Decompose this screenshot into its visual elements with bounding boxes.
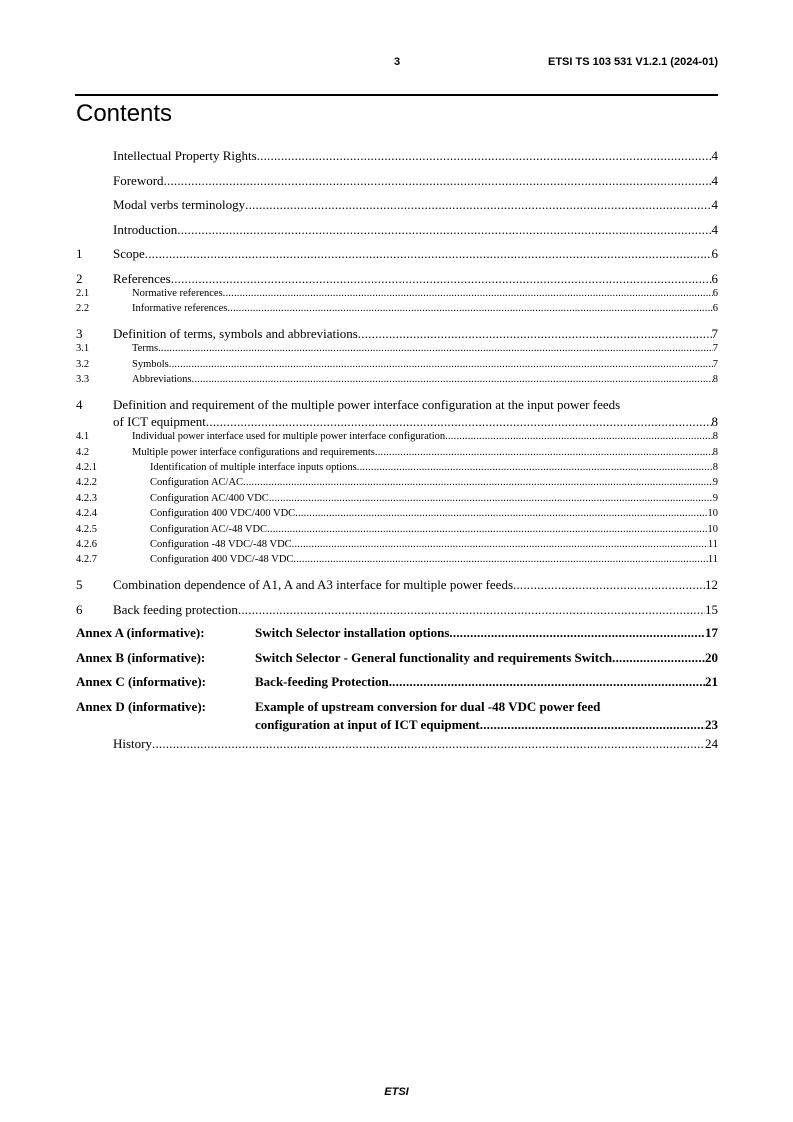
- toc-entry-page[interactable]: 11: [707, 539, 718, 551]
- dot-leader: [238, 602, 705, 617]
- toc-entry-number: 6: [76, 602, 83, 618]
- toc-entry[interactable]: [76, 650, 718, 667]
- toc-entry[interactable]: [76, 577, 718, 592]
- document-id: ETSI TS 103 531 V1.2.1 (2024-01): [548, 56, 718, 68]
- toc-entry-number: 4.2.3: [76, 492, 97, 504]
- toc-entry-number: 5: [76, 577, 83, 593]
- dot-leader: [292, 537, 708, 552]
- page-title: Contents: [76, 100, 173, 127]
- toc-entry[interactable]: [76, 506, 718, 521]
- dot-leader: [449, 625, 705, 642]
- toc-entry-number: 4.2: [76, 446, 90, 458]
- toc-entry-title[interactable]: Modal verbs terminology: [113, 197, 246, 213]
- dot-leader: [358, 326, 712, 341]
- dot-leader: [206, 414, 712, 429]
- toc-entry-number: 4.2.6: [76, 539, 97, 551]
- toc-entry-title[interactable]: Configuration AC/400 VDC: [150, 492, 269, 504]
- toc-entry-title[interactable]: Identification of multiple interface inputs options: [150, 462, 357, 473]
- toc-entry-page[interactable]: 6: [711, 246, 718, 262]
- dot-leader: [357, 460, 713, 475]
- toc-entry-page[interactable]: 8: [711, 414, 718, 430]
- toc-entry[interactable]: [76, 197, 718, 212]
- toc-entry-title[interactable]: Configuration 400 VDC/400 VDC: [150, 508, 296, 520]
- toc-entry[interactable]: [76, 491, 718, 506]
- toc-entry-number: 4.2.5: [76, 523, 97, 535]
- toc-entry-page[interactable]: 7: [712, 358, 718, 370]
- toc-entry[interactable]: [76, 717, 718, 734]
- toc-entry-number: 3.3: [76, 374, 90, 386]
- toc-entry-title[interactable]: Configuration AC/AC: [150, 477, 244, 489]
- toc-entry-number: 4.2.1: [76, 462, 97, 473]
- toc-entry-page[interactable]: 15: [705, 602, 718, 618]
- toc-entry[interactable]: [76, 271, 718, 286]
- toc-entry-page[interactable]: 23: [705, 717, 718, 733]
- toc-entry[interactable]: [76, 357, 718, 372]
- toc-entry[interactable]: [76, 625, 718, 642]
- dot-leader: [164, 173, 712, 188]
- toc-entry-number: Annex D (informative):: [76, 698, 206, 714]
- toc-entry-title[interactable]: Abbreviations: [132, 374, 192, 386]
- toc-entry-page[interactable]: 8: [712, 462, 718, 473]
- toc-entry-number: 2.1: [76, 287, 90, 299]
- toc-entry-page[interactable]: 4: [711, 221, 718, 237]
- toc-entry[interactable]: [76, 429, 718, 444]
- toc-entry-title[interactable]: Combination dependence of A1, A and A3 interface for multiple power feeds: [113, 577, 513, 593]
- toc-entry-title[interactable]: Normative references: [132, 287, 223, 299]
- toc-entry-title[interactable]: of ICT equipment: [113, 414, 206, 430]
- toc-entry-number: 4.2.4: [76, 508, 97, 520]
- dot-leader: [171, 271, 712, 286]
- toc-entry-page[interactable]: 9: [712, 477, 718, 489]
- dot-leader: [445, 429, 713, 444]
- toc-entry-number: Annex C (informative):: [76, 674, 206, 690]
- toc-entry-title[interactable]: Definition and requirement of the multiple power interface configuration at the input power feeds: [113, 397, 621, 413]
- toc-entry-title[interactable]: Scope: [113, 246, 145, 262]
- toc-entry-title[interactable]: Individual power interface used for multiple power interface configuration: [132, 431, 446, 443]
- toc-entry-number: 4.1: [76, 431, 90, 443]
- toc-entry[interactable]: [76, 222, 718, 237]
- toc-entry[interactable]: [76, 397, 718, 412]
- toc-entry[interactable]: [76, 173, 718, 188]
- toc-entry[interactable]: [76, 326, 718, 341]
- toc-entry[interactable]: [76, 522, 718, 537]
- toc-entry[interactable]: [76, 674, 718, 691]
- toc-entry-number: 2: [76, 270, 83, 286]
- toc-entry[interactable]: [76, 148, 718, 163]
- toc-entry-title[interactable]: configuration at input of ICT equipment: [255, 717, 480, 733]
- toc-entry[interactable]: [76, 301, 718, 316]
- toc-entry[interactable]: [76, 552, 718, 567]
- toc-entry[interactable]: [76, 341, 718, 356]
- toc-entry-page[interactable]: 8: [712, 446, 718, 458]
- toc-entry-number: 3.2: [76, 358, 90, 370]
- toc-entry-title[interactable]: Symbols: [132, 358, 169, 370]
- toc-entry-title[interactable]: Configuration -48 VDC/-48 VDC: [150, 539, 292, 551]
- dot-leader: [295, 506, 707, 521]
- toc-entry[interactable]: [76, 475, 718, 490]
- toc-entry-number: 3.1: [76, 343, 90, 355]
- toc-entry-title[interactable]: Multiple power interface configurations and requirements: [132, 446, 375, 458]
- toc-entry-page[interactable]: 8: [712, 374, 718, 386]
- dot-leader: [192, 372, 713, 387]
- dot-leader: [152, 736, 705, 751]
- dot-leader: [267, 522, 707, 537]
- toc-entry-page[interactable]: 24: [705, 735, 718, 751]
- table-of-contents: [76, 148, 718, 751]
- toc-entry-page[interactable]: 7: [712, 343, 718, 355]
- dot-leader: [245, 197, 711, 212]
- toc-entry[interactable]: [76, 445, 718, 460]
- toc-entry-title[interactable]: Back-feeding Protection: [255, 674, 389, 690]
- dot-leader: [389, 674, 705, 691]
- dot-leader: [169, 357, 713, 372]
- toc-entry-page[interactable]: 10: [707, 508, 718, 520]
- toc-entry[interactable]: [76, 286, 718, 301]
- toc-entry-title[interactable]: Switch Selector installation options: [255, 625, 450, 641]
- toc-entry-title[interactable]: Terms: [132, 343, 159, 355]
- toc-entry-number: 4.2.2: [76, 477, 97, 489]
- toc-entry-title[interactable]: Informative references: [132, 303, 228, 315]
- toc-entry-page[interactable]: 4: [711, 197, 718, 213]
- toc-entry-number: 4.2.7: [76, 554, 97, 566]
- toc-entry-title[interactable]: History: [113, 735, 152, 751]
- toc-entry-number: Annex B (informative):: [76, 649, 206, 665]
- toc-entry[interactable]: [76, 699, 718, 716]
- dot-leader: [257, 148, 712, 163]
- dot-leader: [612, 650, 705, 667]
- toc-entry[interactable]: [76, 537, 718, 552]
- dot-leader: [480, 717, 705, 734]
- dot-leader: [227, 301, 712, 316]
- toc-entry-page[interactable]: 21: [705, 674, 718, 690]
- header-rule: [75, 94, 718, 96]
- toc-entry-page[interactable]: 8: [712, 431, 718, 443]
- toc-entry-number: 4: [76, 397, 83, 413]
- toc-entry-title[interactable]: Configuration AC/-48 VDC: [150, 523, 268, 535]
- dot-leader: [513, 577, 705, 592]
- toc-entry-number: Annex A (informative):: [76, 625, 205, 641]
- page-number: 3: [394, 56, 401, 68]
- toc-entry-page[interactable]: 6: [712, 303, 718, 315]
- toc-entry-title[interactable]: Example of upstream conversion for dual -48 VDC power feed: [255, 698, 601, 714]
- dot-leader: [145, 246, 712, 261]
- toc-entry-page[interactable]: 17: [705, 625, 718, 641]
- toc-entry-page[interactable]: 9: [712, 492, 718, 504]
- toc-entry-title[interactable]: Configuration 400 VDC/-48 VDC: [150, 554, 294, 566]
- toc-entry-number: 1: [76, 246, 83, 262]
- toc-entry-title[interactable]: Intellectual Property Rights: [113, 148, 257, 163]
- toc-entry-title[interactable]: Switch Selector - General functionality and requirements Switch: [255, 649, 613, 665]
- toc-entry-page[interactable]: 11: [707, 554, 718, 566]
- toc-entry-page[interactable]: 4: [711, 172, 718, 188]
- dot-leader: [293, 552, 707, 567]
- toc-entry-title[interactable]: Back feeding protection: [113, 602, 238, 618]
- toc-entry[interactable]: [76, 246, 718, 261]
- toc-entry-page[interactable]: 4: [711, 148, 718, 163]
- dot-leader: [375, 445, 713, 460]
- toc-entry-page[interactable]: 6: [711, 270, 718, 286]
- toc-entry-page[interactable]: 10: [707, 523, 718, 535]
- dot-leader: [223, 286, 713, 301]
- toc-entry-number: 2.2: [76, 303, 90, 315]
- toc-entry-title[interactable]: Foreword: [113, 172, 164, 188]
- toc-entry-page[interactable]: 12: [705, 577, 718, 593]
- toc-entry-number: 3: [76, 326, 83, 342]
- toc-entry[interactable]: [76, 414, 718, 429]
- toc-entry[interactable]: [76, 372, 718, 387]
- toc-entry[interactable]: [76, 736, 718, 751]
- dot-leader: [177, 222, 711, 237]
- toc-entry[interactable]: [76, 602, 718, 617]
- toc-entry-title[interactable]: Definition of terms, symbols and abbreviations: [113, 326, 358, 342]
- toc-entry-page[interactable]: 6: [712, 287, 718, 299]
- dot-leader: [269, 491, 713, 506]
- dot-leader: [243, 475, 713, 490]
- footer-etsi: ETSI: [384, 1086, 409, 1098]
- toc-entry-page[interactable]: 20: [705, 649, 718, 665]
- toc-entry-title[interactable]: Introduction: [113, 221, 178, 237]
- toc-entry[interactable]: [76, 460, 718, 475]
- toc-entry-title[interactable]: References: [113, 270, 171, 286]
- toc-entry-page[interactable]: 7: [711, 326, 718, 342]
- dot-leader: [158, 341, 713, 356]
